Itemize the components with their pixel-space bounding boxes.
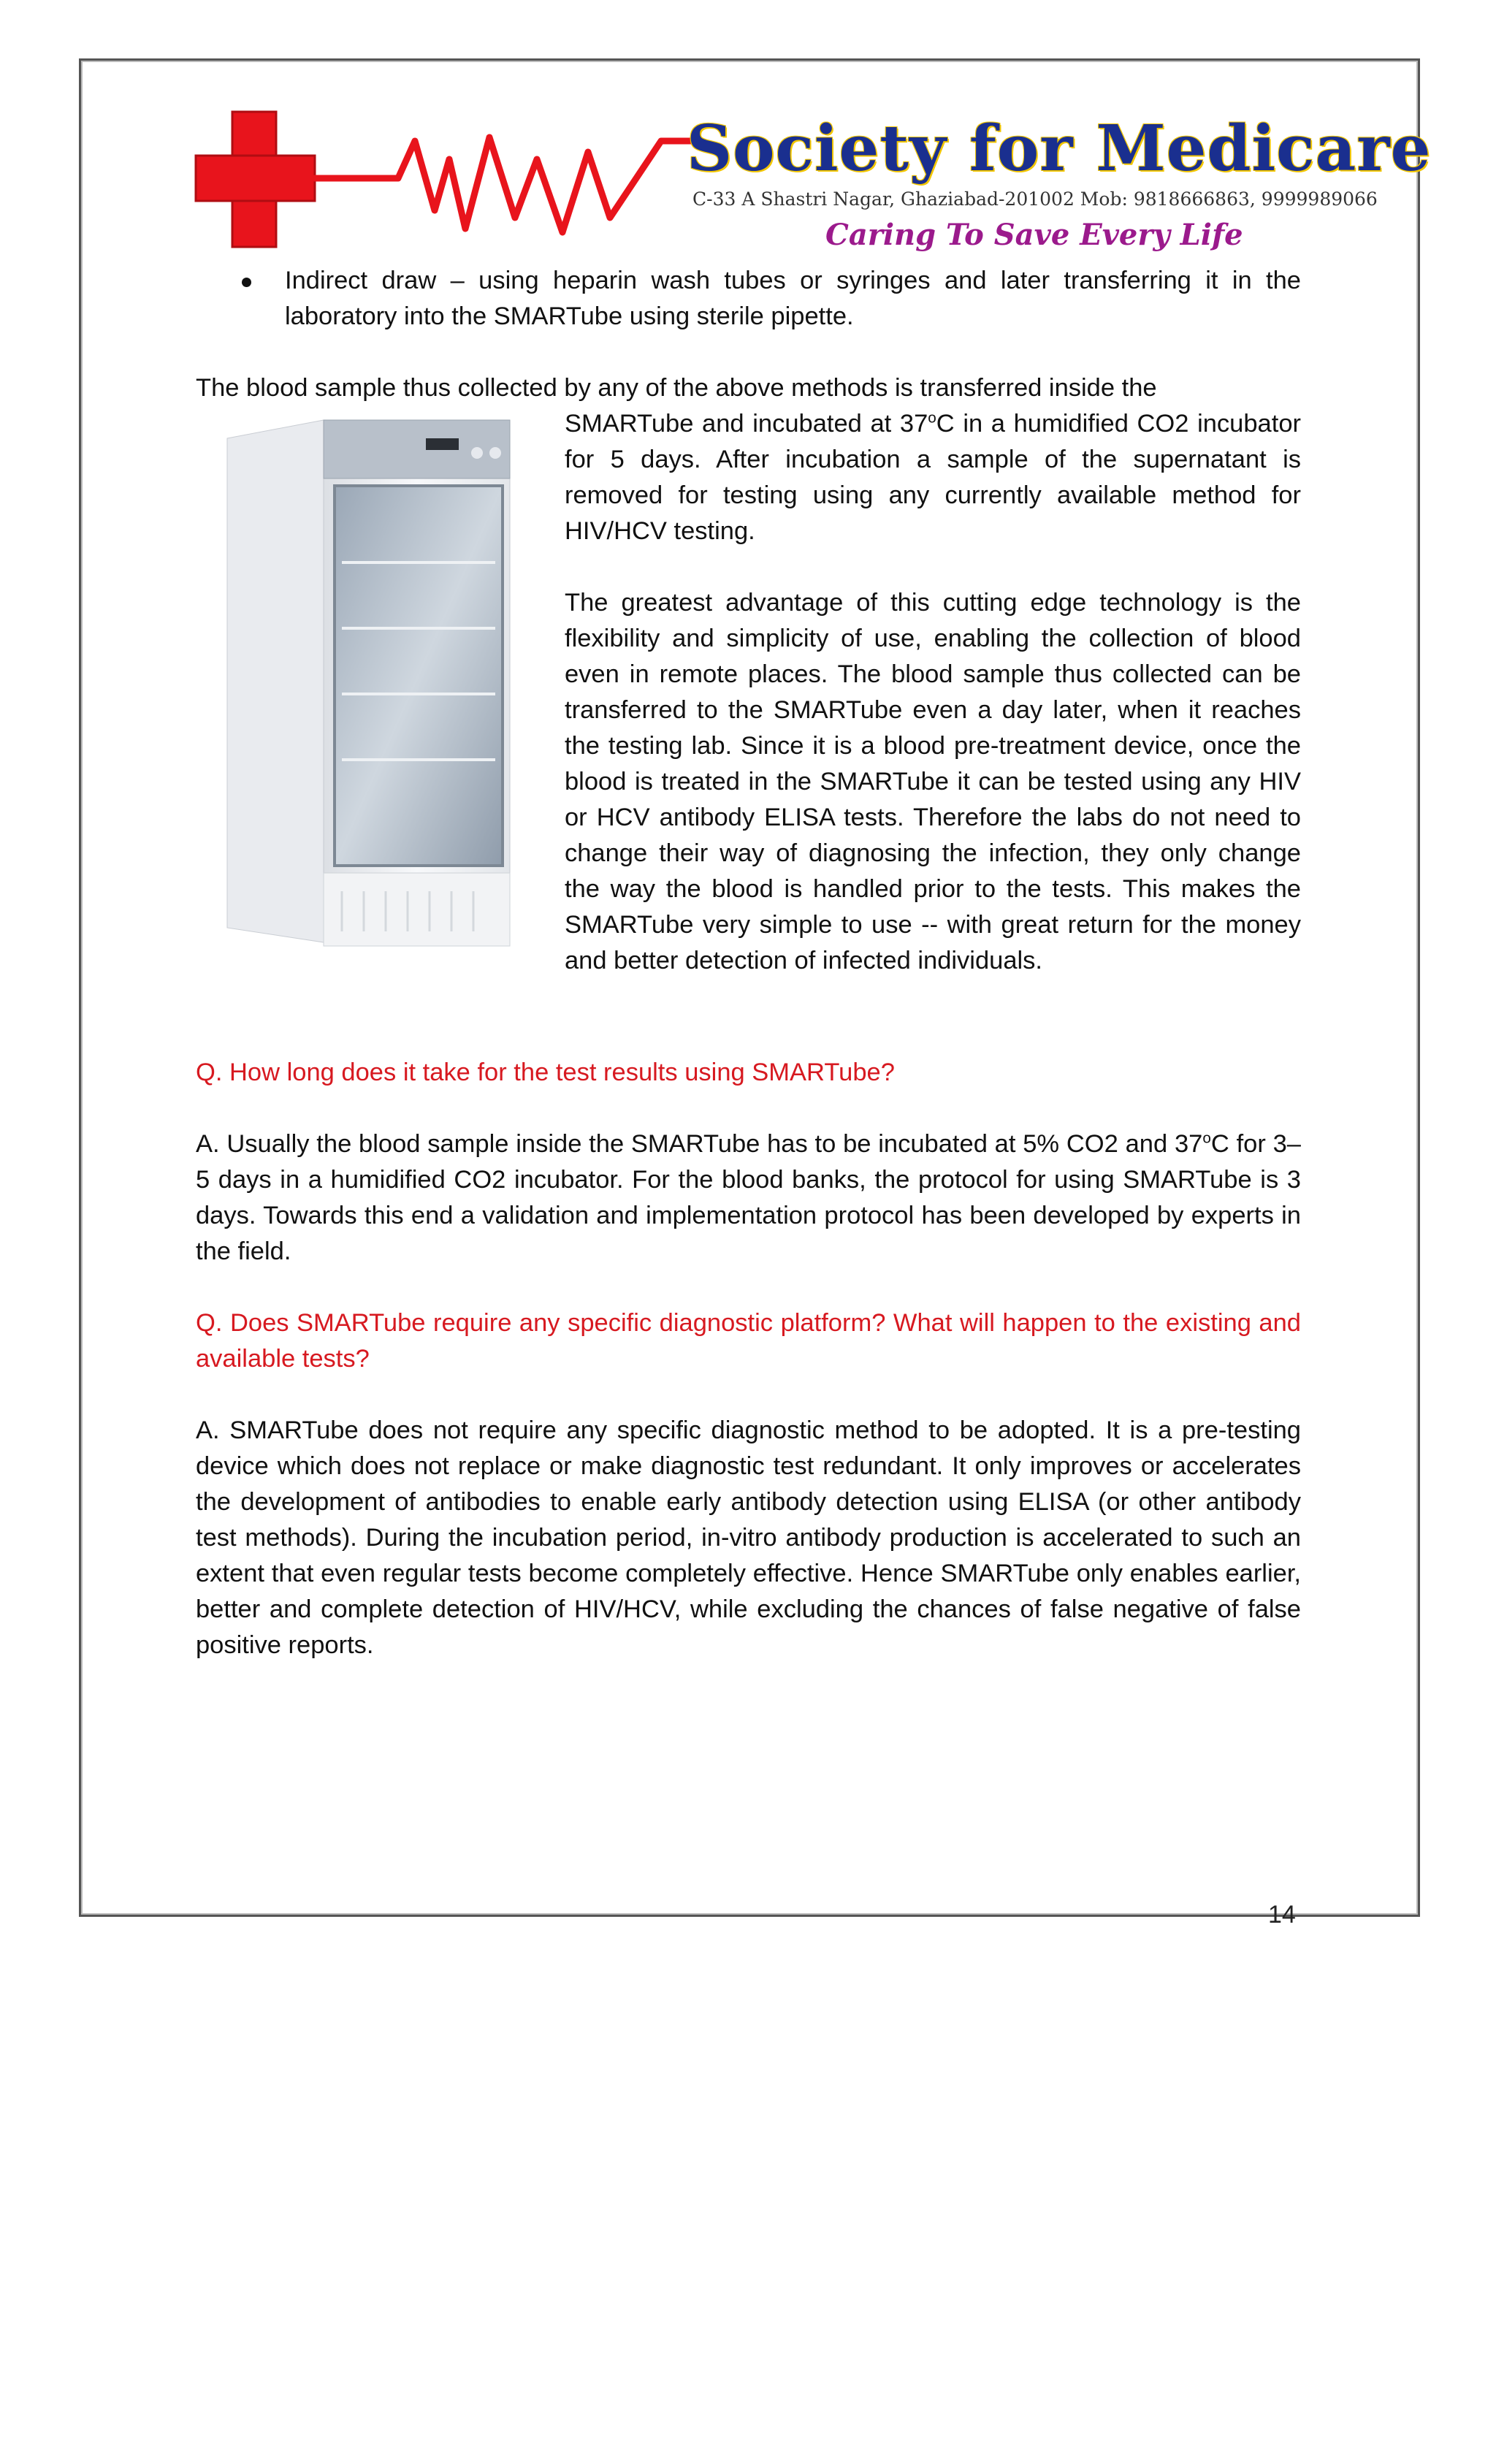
bullet-text: Indirect draw – using heparin wash tubes or syringes and later transferring it in the laboratory into the SMARTube using sterile pipette. (285, 267, 1301, 330)
answer-2: A. SMARTube does not require any specific diagnostic method to be adopted. It is a pre-testing device which does not replace or make diagnostic test redundant. It only improves or accelerates the development of antibodies to enable early antibody detection using ELISA (or other antibody test methods). During the incubation period, in-vitro antibody production is accelerated to such an extent that even regular tests become completely effective. Hence SMARTube only enables earlier, better and complete detection of HIV/HCV, while excluding the chances of false negative of false positive reports. (196, 1416, 1301, 1659)
page-number: 14 (1268, 1901, 1296, 1929)
letterhead (194, 108, 1432, 254)
incubator-image (196, 409, 565, 1019)
answer-1: A. Usually the blood sample inside the SMARTube has to be incubated at 5% CO2 and 37$^o$C for 3–5 days in a humidified CO2 incubator. For the blood banks, the protocol for using SMARTube is 3 days. Towards this end a validation and implementation protocol has been developed by experts in the field. (196, 1129, 1301, 1265)
advantage-text: The greatest advantage of this cutting edge technology is the flexibility and simplicity of use, enabling the collection of blood even in remote places. The blood sample thus collected can be transferred to the SMARTube even a day later, when it reaches the testing lab. Since it is a blood pre-treatment device, once the blood is treated in the SMARTube it can be tested using any HIV or HCV antibody ELISA tests. Therefore the labs do not need to change their way of diagnosing the infection, they only change the way the blood is handled prior to the tests. This makes the SMARTube very simple to use -- with great return for the money and better detection of infected individuals. (565, 589, 1301, 974)
sample-incubation-text: SMARTube and incubated at 37$^o$C in a humidified CO2 incubator for 5 days. After incubation a sample of the supernatant is removed for testing using any currently available method for HIV/HCV testing. (565, 409, 1301, 545)
brand-address: C-33 A Shastri Nagar, Ghaziabad-201002 Mob: 9818666863, 9999989066 (692, 188, 1378, 210)
incubator-icon (214, 416, 535, 957)
sample-intro-text: The blood sample thus collected by any of the above methods is transferred inside the (196, 374, 1157, 402)
question-1: Q. How long does it take for the test results using SMARTube? (196, 1059, 895, 1086)
bullet-dot-icon (242, 278, 251, 287)
question-2: Q. Does SMARTube require any specific diagnostic platform? What will happen to the existing and available tests? (196, 1309, 1301, 1373)
red-cross-ecg-logo (194, 108, 720, 254)
document-body (196, 263, 1301, 1663)
brand-title: Society for Medicare (687, 112, 1432, 186)
brand-tagline: Caring To Save Every Life (825, 218, 1243, 252)
bullet-item (196, 263, 1301, 335)
